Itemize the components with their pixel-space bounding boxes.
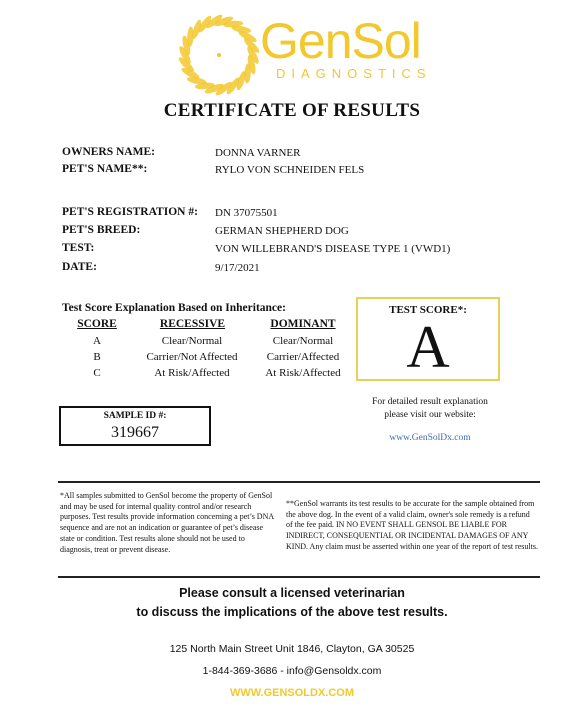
table-cell: Clear/Normal — [161, 335, 223, 347]
table-cell: Clear/Normal — [272, 335, 334, 347]
owner-value: DONNA VARNER — [215, 147, 301, 159]
footer-address: 125 North Main Street Unit 1846, Clayton, GA 30525 — [169, 643, 415, 655]
test-label: TEST: — [62, 242, 95, 254]
explanation-title: Test Score Explanation Based on Inheritance: — [62, 302, 286, 314]
breed-value: GERMAN SHEPHERD DOG — [215, 225, 349, 237]
detail-line-1: For detailed result explanation — [372, 397, 488, 407]
table-cell: At Risk/Affected — [265, 367, 341, 379]
test-value: VON WILLEBRAND'S DISEASE TYPE 1 (VWD1) — [215, 243, 451, 255]
sample-id-label: SAMPLE ID #: — [103, 411, 167, 421]
divider-bottom — [58, 576, 540, 578]
test-score-label: TEST SCORE*: — [389, 304, 467, 316]
pet-name-label: PET'S NAME**: — [62, 163, 148, 175]
registration-label: PET'S REGISTRATION #: — [62, 206, 198, 218]
footer-website[interactable]: WWW.GENSOLDX.COM — [229, 687, 355, 699]
divider-top — [58, 481, 540, 483]
fine-print-warranty: **GenSol warrants its test results to be accurate for the sample obtained from the above dog. In the event of a valid claim, owner's sole remedy is a refund of the fee paid. IN NO EVENT SHALL GENSOL BE LIABLE FOR INDIRECT, CONSEQUENTIAL OR INCIDENTAL DAMAGES OF ANY KIND. Any claim must be asserted within one year of the report of test results. — [286, 499, 538, 551]
logo-wordmark: GenSol — [260, 13, 421, 69]
table-cell: B — [93, 351, 101, 363]
detail-note — [350, 396, 510, 421]
detail-line-2: please visit our website: — [384, 409, 476, 420]
consult-line-1: Please consult a licensed veterinarian — [179, 586, 405, 600]
column-header-score: SCORE — [77, 318, 117, 330]
breed-label: PET'S BREED: — [62, 224, 141, 236]
table-cell: A — [93, 335, 101, 347]
consult-line-2: to discuss the implications of the above test results. — [136, 605, 448, 619]
pet-name-value: RYLO VON SCHNEIDEN FELS — [215, 164, 365, 176]
website-link[interactable]: www.GenSolDx.com — [389, 433, 471, 443]
owner-label: OWNERS NAME: — [62, 146, 155, 158]
test-score-box — [356, 297, 500, 381]
table-cell: Carrier/Not Affected — [146, 351, 238, 363]
certificate-title: CERTIFICATE OF RESULTS — [163, 100, 421, 121]
footer-contact: 1-844-369-3686 - info@Gensoldx.com — [202, 665, 382, 677]
column-header-recessive: RECESSIVE — [159, 318, 226, 330]
logo-subtitle: DIAGNOSTICS — [276, 66, 432, 81]
date-label: DATE: — [62, 261, 97, 273]
fine-print-property: *All samples submitted to GenSol become the property of GenSol and may be used for internal quality control and/or research purposes. Test results provide information concerning a pet’s DNA sequence and are not an indication or guarantee of pet’s disease state or condition. Test results alone should not be used to diagnosis, treat or prevent disease. — [60, 491, 274, 554]
sample-id-box — [59, 406, 211, 446]
date-value: 9/17/2021 — [215, 262, 260, 274]
column-header-dominant: DOMINANT — [270, 318, 336, 330]
logo-emblem-icon — [170, 6, 268, 104]
sample-id-value: 319667 — [111, 424, 159, 441]
registration-value: DN 37075501 — [215, 207, 278, 219]
table-cell: C — [93, 367, 101, 379]
table-cell: Carrier/Affected — [266, 351, 340, 363]
table-cell: At Risk/Affected — [154, 367, 230, 379]
test-score-value: A — [406, 314, 450, 380]
